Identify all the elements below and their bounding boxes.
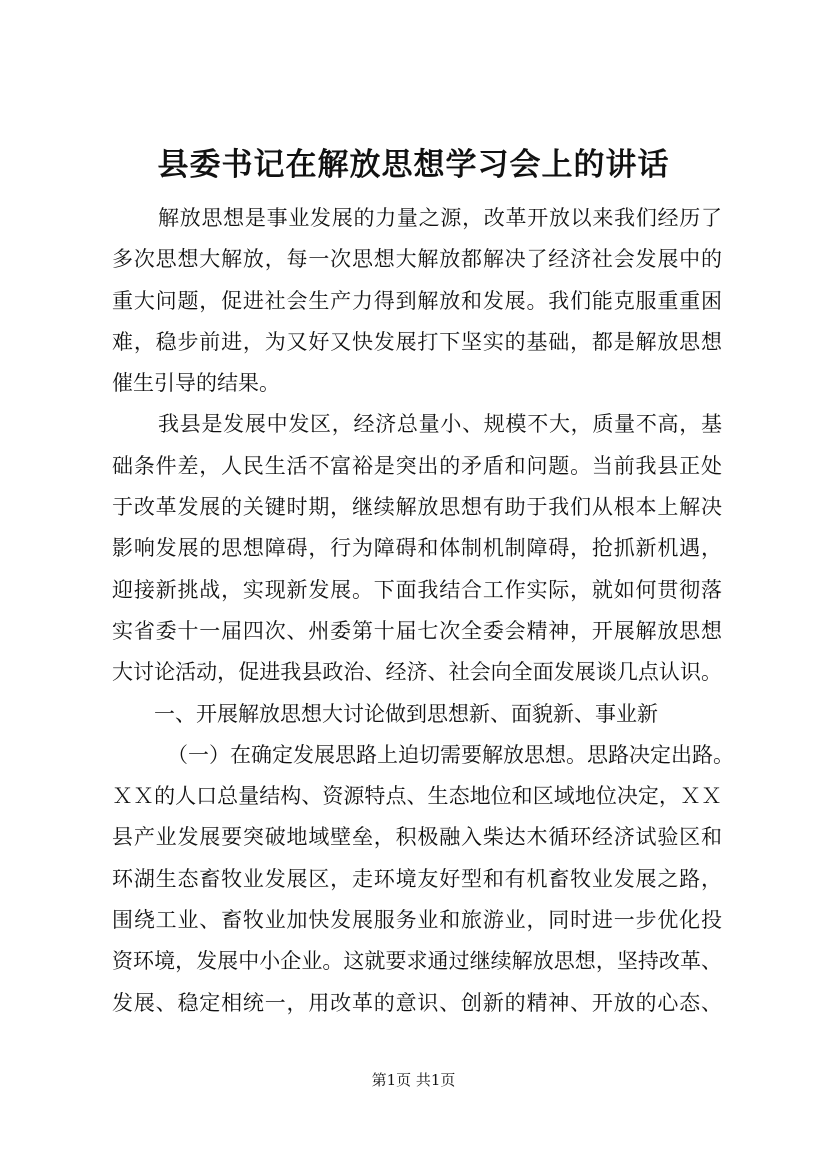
text-line: 迎接新挑战，实现新发展。下面我结合工作实际，就如何贯彻落 xyxy=(112,577,722,602)
text-line: 催生引导的结果。 xyxy=(112,371,280,396)
text-line: 环湖生态畜牧业发展区，走环境友好型和有机畜牧业发展之路， xyxy=(112,866,722,891)
section-heading: 一、开展解放思想大讨论做到思想新、面貌新、事业新 xyxy=(154,701,658,726)
text-line: 我县是发展中发区，经济总量小、规模不大，质量不高，基 xyxy=(158,412,722,437)
text-line: 实省委十一届四次、州委第十届七次全委会精神，开展解放思想 xyxy=(112,618,722,643)
text-line: 于改革发展的关键时期，继续解放思想有助于我们从根本上解决 xyxy=(112,495,722,520)
text-line: 重大问题，促进社会生产力得到解放和发展。我们能克服重重困 xyxy=(112,288,722,313)
text-line: 大讨论活动，促进我县政治、经济、社会向全面发展谈几点认识。 xyxy=(112,660,722,685)
text-line: 影响发展的思想障碍，行为障碍和体制机制障碍，抢抓新机遇， xyxy=(112,536,722,561)
text-line: （一）在确定发展思路上迫切需要解放思想。思路决定出路。 xyxy=(167,742,734,767)
text-line: 解放思想是事业发展的力量之源，改革开放以来我们经历了 xyxy=(158,206,722,230)
text-line: 多次思想大解放，每一次思想大解放都解决了经济社会发展中的 xyxy=(112,247,722,272)
text-line: 难，稳步前进，为又好又快发展打下坚实的基础，都是解放思想 xyxy=(112,329,722,354)
page-footer: 第1页 共1页 xyxy=(371,1071,456,1089)
text-line: 资环境，发展中小企业。这就要求通过继续解放思想，坚持改革、 xyxy=(112,949,722,974)
text-line: ＸＸ的人口总量结构、资源特点、生态地位和区域地位决定，ＸＸ xyxy=(112,784,722,809)
document-title: 县委书记在解放思想学习会上的讲话 xyxy=(157,147,670,183)
text-line: 围绕工业、畜牧业加快发展服务业和旅游业，同时进一步优化投 xyxy=(112,908,722,933)
text-line: 发展、稳定相统一，用改革的意识、创新的精神、开放的心态、 xyxy=(112,990,722,1015)
text-line: 础条件差，人民生活不富裕是突出的矛盾和问题。当前我县正处 xyxy=(112,453,722,478)
document-body xyxy=(112,198,734,1024)
text-line: 县产业发展要突破地域壁垒，积极融入柴达木循环经济试验区和 xyxy=(112,825,722,850)
